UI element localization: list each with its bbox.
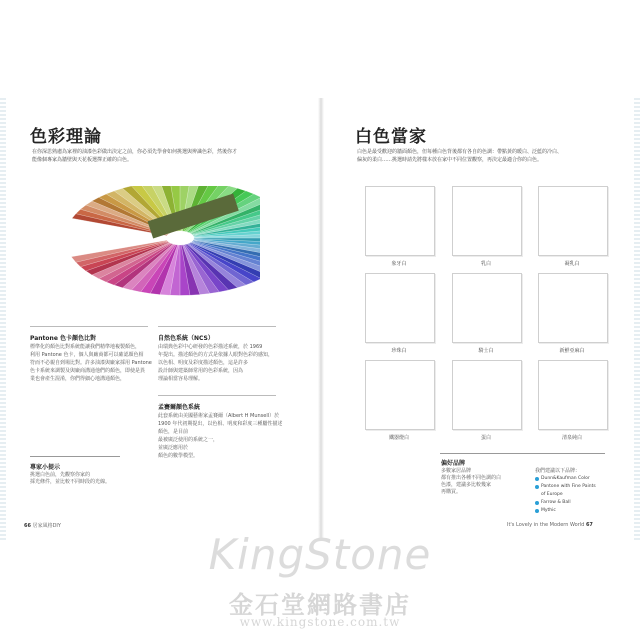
white-swatch [538,186,608,256]
divider [158,395,276,396]
swatch-label: 騎士白 [478,348,494,354]
ncs-heading: 自然色系統（NCS） [158,335,214,342]
text-line: 並廣泛應用於 [158,445,189,451]
brand-item: Pantone with Fine Paints [535,484,596,489]
text-line: 符而不必親自到場比對。許多油漆與廠家採用 Pantone [30,360,152,366]
text-line: 設計師與建築師常用的色彩系統，因為 [158,368,244,374]
color-fan-deck-image [30,186,260,306]
text-line: 1900 年代初期提出，以色相、明度和彩度三種屬性描述顏色，是目前 [158,421,283,435]
bullet-icon [535,477,539,481]
running-title: It's Lovely in the Modern World [507,522,585,528]
divider [158,326,276,327]
white-swatch [365,186,435,256]
tip-body [30,472,130,486]
text-line: 由瑞典色彩中心研發的色彩描述系統，於 1969 [158,344,263,350]
divider [440,453,605,454]
page-number: 66 [24,523,31,529]
white-swatch [452,273,522,343]
text-line: 此套系統由美國藝術家孟賽爾（Albert H Munsell）於 [158,413,280,419]
page-edge-right [634,98,640,540]
white-swatch [538,273,608,343]
text-line: 理論相當容易理解。 [158,376,204,382]
divider [30,456,120,457]
munsell-body [158,412,283,460]
text-line: 挑選白色前，先觀察你家的 [30,472,91,478]
ncs-body [158,343,283,383]
brand-item: Mythic [535,508,556,513]
swatch-label: 凝乳白 [564,261,580,267]
tip-heading: 專家小提示 [30,464,61,471]
swatch-label: 新鮮亞麻白 [559,348,585,354]
watermark-url: www.kingstone.com.tw [239,615,401,629]
left-intro [32,148,302,164]
page-edge-left [0,98,6,540]
swatch-label: 象牙白 [391,261,407,267]
text-line: 色漆，建議多比較幾家 [441,482,492,488]
text-line: 都有推出各種不同色調的白 [441,475,502,481]
text-line: 年提出。描述顏色的方式是依據人眼對色彩的感知， [158,352,274,358]
brands-body [441,468,526,496]
text-line: 業也會產生混淆，你們得細心地溝通顏色， [30,376,126,382]
text-line: 再購買。 [441,489,462,495]
intro-line: 偏灰的柔白……挑選時請先將樣本放在家中不同位置觀察，再決定最適合你的白色。 [357,157,543,163]
white-swatch [365,360,435,430]
white-swatch [452,186,522,256]
text-line: 顏色的數學模型。 [158,453,199,459]
text-line: 多數家居品牌 [441,468,472,474]
swatch-label: 清泉純白 [561,435,582,441]
left-folio [24,522,61,529]
swatch-label: 乳白 [480,261,491,267]
white-swatch [538,360,608,430]
text-line: 利用 Pantone 色卡，個人與廠商都可以確認顏色相 [30,352,144,358]
bullet-icon [535,485,539,489]
text-line: 以色相、明度及彩度描述顏色，這是許多 [158,360,249,366]
swatch-label: 珍珠白 [391,348,407,354]
pantone-heading: Pantone 色卡顏色比對 [30,335,96,342]
swatch-label: 鐵器燈白 [388,435,409,441]
swatch-label: 蛋白 [480,435,491,441]
page-number: 67 [585,522,593,528]
intro-line: 能像個專家為牆壁與天花板選擇正確的白色。 [32,157,133,163]
intro-line: 白色是最受歡迎的牆面顏色，但每種白色背後都有各自的色調：帶點黃的暖白、泛藍的冷白、 [357,149,563,155]
left-page-title: 色彩理論 [30,127,102,147]
text-line: 標準化的顏色比對系統能讓我們精準地複製顏色， [30,344,141,350]
text-line: 最被廣泛使用的系統之一， [158,437,219,443]
bullet-icon [535,501,539,505]
right-intro [357,148,612,164]
brand-item: Farrow & Ball [535,500,571,505]
divider [30,326,148,327]
intro-line: 在你深思熟慮為家裡的油漆色彩做出決定之前，你必須先學會如何挑選與辨識色彩，然後你才 [32,149,238,155]
running-title: 居家風格DIY [32,523,61,529]
brand-item-continued: of Europe [541,492,563,497]
text-line: 採光條件，並比較不同時段的光線。 [30,479,111,485]
brands-heading: 偏好品牌 [441,460,466,467]
white-swatch [365,273,435,343]
white-swatch [452,360,522,430]
brand-item: Dunn&Kaufman Color [535,476,590,481]
watermark-logo-text: KingStone [208,530,432,579]
book-gutter [318,98,324,540]
bullet-icon [535,509,539,513]
brands-intro: 我們建議以下品牌： [535,468,581,474]
munsell-heading: 孟賽爾顏色系統 [158,404,201,411]
watermark-store-name: 金石堂網路書店 [229,590,411,619]
right-page-title: 白色當家 [355,127,427,147]
text-line: 色卡系統來調製及與廠商溝通他們的顏色，即使是異 [30,368,146,374]
right-folio [507,522,593,528]
pantone-body [30,343,155,383]
